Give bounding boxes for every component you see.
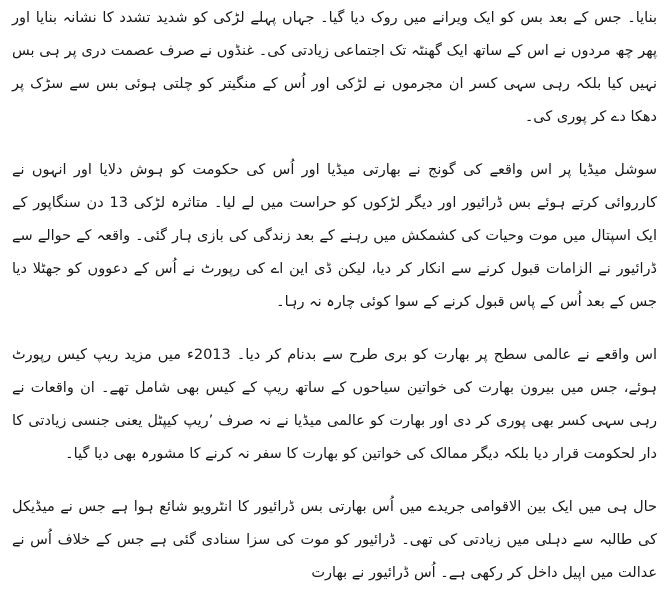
article-paragraph-3: اس واقعے نے عالمی سطح پر بھارت کو بری طرح سے بدنام کر دیا۔ 2013ء میں مزید ریپ کیس رپورٹ ہوئے، جس میں بیرون بھارت کی خواتین سیاحوں کے ساتھ ریپ کے کیس بھی شامل تھے۔ ان واقعات نے رہی سہی کسر بھی پوری کر دی اور بھارت کو عالمی میڈیا نے نہ صرف ’ریپ کیپٹل یعنی جنسی زیادتی کا دار لحکومت قرار دیا بلکہ دیگر ممالک کی خواتین کو بھارت کا سفر نہ کرنے کا مشورہ بھی دیا گیا۔ bbox=[12, 347, 657, 462]
article-paragraph-4: حال ہی میں ایک بین الاقوامی جریدے میں اُس بھارتی بس ڈرائیور کا انٹرویو شائع ہوا ہے جس نے میڈیکل کی طالبہ سے دہلی میں زیادتی کی تھی۔ ڈرائیور کو موت کی سزا سنادی گئی ہے جس کے خلاف اُس نے عدالت میں اپیل داخل کر رکھی ہے۔ اُس ڈرائیور نے بھارت bbox=[12, 499, 657, 581]
article-paragraph-2: سوشل میڈیا پر اس واقعے کی گونج نے بھارتی میڈیا اور اُس کی حکومت کو ہوش دلایا اور انہوں نے کارروائی کرتے ہوئے بس ڈرائیور اور دیگر لڑکوں کو حراست میں لے لیا۔ متاثرہ لڑکی 13 دن سنگاپور کے ایک اسپتال میں موت وحیات کی کشمکش میں رہنے کے بعد زندگی کی بازی ہار گئی۔ واقعہ کے حوالے سے ڈرائیور نے الزامات قبول کرنے سے انکار کر دیا، لیکن ڈی این اے کی رپورٹ نے اُس کے دعووں کو جھٹلا دیا جس کے بعد اُس کے پاس قبول کرنے کے سوا کوئی چارہ نہ رہا۔ bbox=[12, 162, 657, 310]
article-paragraph-1: بنایا۔ جس کے بعد بس کو ایک ویرانے میں روک دیا گیا۔ جہاں پہلے لڑکی کو شدید تشدد کا نشانہ بنایا اور پھر چھ مردوں نے اس کے ساتھ ایک گھنٹہ تک اجتماعی زیادتی کی۔ غنڈوں نے صرف عصمت دری پر ہی بس نہیں کیا بلکہ رہی سہی کسر ان مجرموں نے لڑکی اور اُس کے منگیتر کو چلتی ہوئی بس سے سڑک پر دھکا دے کر پوری کی۔ bbox=[12, 10, 657, 125]
